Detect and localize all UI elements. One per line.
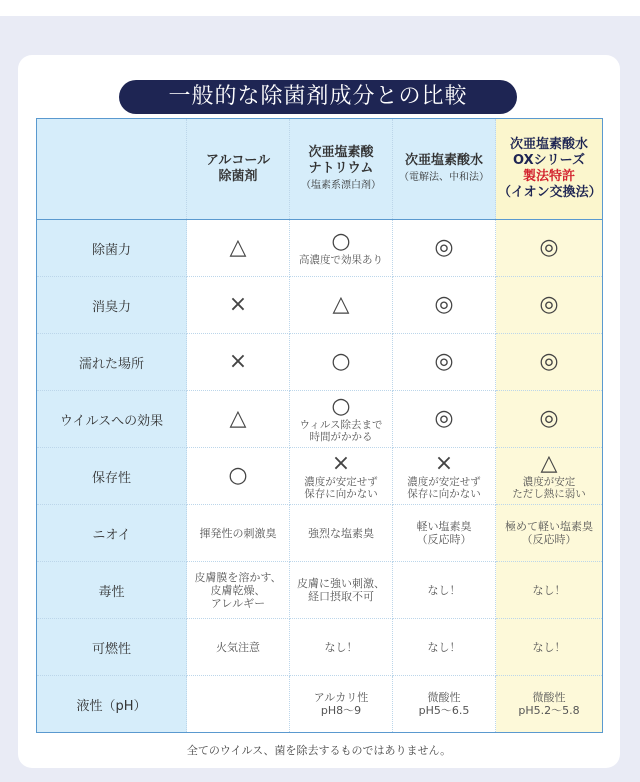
cell-text: 微酸性 pH5.2〜5.8: [518, 691, 580, 717]
cell-text: 強烈な塩素臭: [308, 526, 374, 540]
cell-text: なし！: [532, 583, 566, 597]
cell-alcohol: [187, 391, 290, 448]
rating-symbol: ◎: [434, 235, 454, 260]
cell-hypochlorous-water: [393, 334, 496, 391]
cell-sodium-hypochlorite: [290, 505, 393, 562]
cell-alcohol: [187, 334, 290, 391]
row-label: 除菌力: [37, 220, 187, 277]
cell-ox-series: [496, 391, 603, 448]
cell-text: 軽い塩素臭 （反応時）: [416, 520, 472, 546]
rating-symbol: ◎: [539, 406, 559, 431]
table-row: [37, 448, 603, 505]
cell-text: 皮膚膜を溶かす、 皮膚乾燥、 アレルギー: [194, 570, 282, 610]
table-row: [37, 334, 603, 391]
cell-hypochlorous-water: [393, 562, 496, 619]
row-label: ウイルスへの効果: [37, 391, 187, 448]
cell-sodium-hypochlorite: [290, 334, 393, 391]
cell-text: なし！: [427, 583, 461, 597]
header-ox-line2: OXシリーズ: [513, 153, 585, 168]
cell-ox-series: [496, 562, 603, 619]
top-strip: [0, 0, 640, 16]
cell-hypochlorous-water: [393, 277, 496, 334]
cell-alcohol: [187, 619, 290, 676]
cell-sodium-hypochlorite: [290, 277, 393, 334]
header-sodium-sub: （塩素系漂白剤）: [301, 179, 381, 191]
cell-sodium-hypochlorite: [290, 448, 393, 505]
rating-symbol: ×: [228, 349, 248, 374]
cell-alcohol: [187, 676, 290, 733]
footnote: 全てのウイルス、菌を除去するものではありません。: [186, 744, 452, 757]
header-ox-line1: 次亜塩素酸水: [509, 137, 588, 152]
rating-note: 高濃度で効果あり: [299, 254, 383, 266]
rating-symbol: ○: [331, 349, 351, 374]
cell-hypochlorous-water: [393, 619, 496, 676]
cell-alcohol: [187, 505, 290, 562]
cell-ox-series: [496, 220, 603, 277]
rating-symbol: ◎: [434, 406, 454, 431]
cell-hypochlorous-water: [393, 505, 496, 562]
cell-alcohol: [187, 220, 290, 277]
rating-note: 濃度が安定せず 保存に向かない: [304, 476, 378, 500]
cell-ox-series: [496, 277, 603, 334]
cell-text: アルカリ性 pH8〜9: [313, 691, 369, 717]
header-ox-sub: （イオン交換法）: [498, 185, 602, 200]
row-label: 濡れた場所: [37, 334, 187, 391]
cell-text: 極めて軽い塩素臭 （反応時）: [505, 520, 593, 546]
cell-hypochlorous-water: [393, 448, 496, 505]
header-sodium-hypochlorite: [290, 119, 393, 220]
cell-sodium-hypochlorite: [290, 391, 393, 448]
cell-alcohol: [187, 562, 290, 619]
rating-symbol: ◎: [434, 349, 454, 374]
cell-hypochlorous-water: [393, 676, 496, 733]
table-row: [37, 676, 603, 733]
cell-sodium-hypochlorite: [290, 562, 393, 619]
rating-symbol: △: [229, 406, 247, 431]
header-alcohol-line2: 除菌剤: [218, 169, 258, 184]
cell-ox-series: [496, 448, 603, 505]
header-hypo-line1: 次亜塩素酸水: [404, 152, 483, 168]
cell-ox-series: [496, 334, 603, 391]
cell-text: なし！: [532, 640, 566, 654]
rating-symbol: ○: [331, 229, 351, 254]
table-row: [37, 505, 603, 562]
rating-symbol: ×: [331, 451, 351, 476]
rating-symbol: ○: [331, 394, 351, 419]
row-label: ニオイ: [37, 505, 187, 562]
table-row: [37, 277, 603, 334]
rating-note: 濃度が安定せず 保存に向かない: [407, 476, 481, 500]
rating-symbol: ◎: [539, 235, 559, 260]
rating-symbol: ◎: [539, 292, 559, 317]
page-title: 一般的な除菌剤成分との比較: [119, 80, 517, 114]
cell-ox-series: [496, 676, 603, 733]
rating-symbol: △: [332, 292, 350, 317]
rating-symbol: △: [229, 235, 247, 260]
rating-symbol: ◎: [539, 349, 559, 374]
cell-sodium-hypochlorite: [290, 619, 393, 676]
cell-text: 揮発性の刺激臭: [199, 526, 277, 540]
row-label: 可燃性: [37, 619, 187, 676]
row-label: 液性（pH）: [37, 676, 187, 733]
row-label: 毒性: [37, 562, 187, 619]
cell-text: なし！: [324, 640, 358, 654]
header-corner-cell: [37, 119, 187, 220]
header-alcohol: [187, 119, 290, 220]
cell-text: 皮膚に強い刺激、 経口摂取不可: [297, 577, 385, 603]
header-ox-series: [496, 119, 603, 220]
header-row: [37, 119, 603, 220]
cell-hypochlorous-water: [393, 391, 496, 448]
comparison-table: [36, 118, 603, 733]
table-row: [37, 391, 603, 448]
cell-text: 火気注意: [216, 640, 260, 654]
rating-symbol: ◎: [434, 292, 454, 317]
row-label: 保存性: [37, 448, 187, 505]
cell-alcohol: [187, 448, 290, 505]
header-hypo-sub: （電解法、中和法）: [399, 171, 489, 183]
cell-ox-series: [496, 505, 603, 562]
table-row: [37, 220, 603, 277]
rating-symbol: ×: [434, 451, 454, 476]
rating-symbol: ×: [228, 292, 248, 317]
table-row: [37, 619, 603, 676]
cell-text: なし！: [427, 640, 461, 654]
table-row: [37, 562, 603, 619]
row-label: 消臭力: [37, 277, 187, 334]
cell-sodium-hypochlorite: [290, 220, 393, 277]
cell-sodium-hypochlorite: [290, 676, 393, 733]
rating-symbol: ○: [228, 463, 248, 488]
cell-text: 微酸性 pH5〜6.5: [418, 691, 470, 717]
header-hypochlorous-water: [393, 119, 496, 220]
cell-alcohol: [187, 277, 290, 334]
cell-ox-series: [496, 619, 603, 676]
rating-note: ウィルス除去まで 時間がかかる: [299, 419, 383, 443]
header-sodium-line1: 次亜塩素酸: [308, 144, 374, 160]
rating-symbol: △: [540, 451, 558, 476]
header-sodium-line2: ナトリウム: [308, 160, 374, 176]
header-ox-patent: 製法特許: [522, 169, 575, 184]
rating-note: 濃度が安定 ただし熱に弱い: [512, 476, 586, 500]
header-alcohol-line1: アルコール: [205, 153, 271, 168]
cell-hypochlorous-water: [393, 220, 496, 277]
